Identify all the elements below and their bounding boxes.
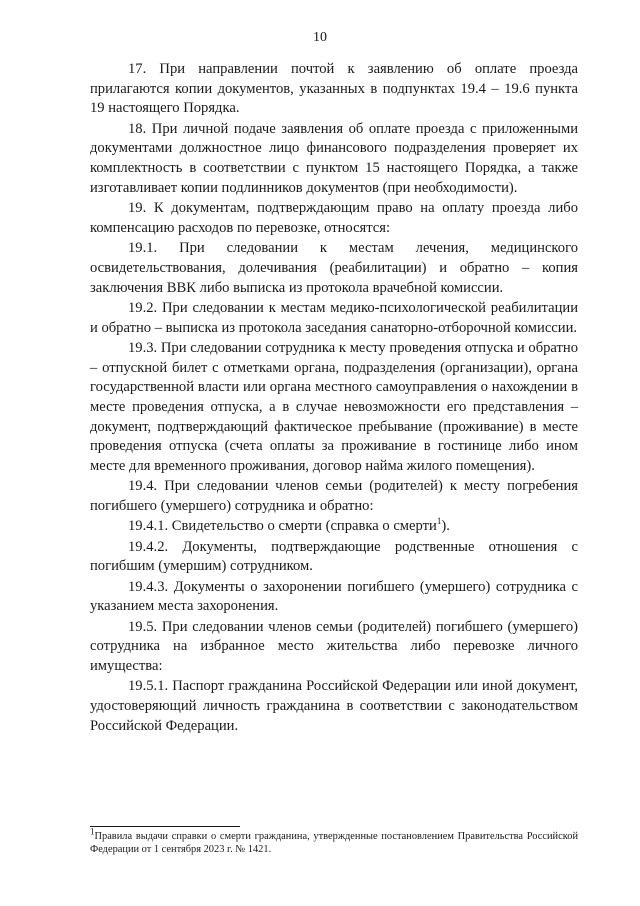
footnote-separator <box>90 826 240 827</box>
paragraph-19-4-1-text: 19.4.1. Свидетельство о смерти (справка о смерти <box>128 518 437 535</box>
paragraph-19-4-2: 19.4.2. Документы, подтверждающие родственные отношения с погибшим (умершим) сотрудником. <box>90 538 578 575</box>
paragraph-19-2: 19.2. При следовании к местам медико-психологической реабилитации и обратно – выписка из протокола заседания санаторно-отборочной комиссии. <box>90 299 578 336</box>
paragraph-19-4: 19.4. При следовании членов семьи (родителей) к месту погребения погибшего (умершего) сотрудника и обратно: <box>90 478 578 515</box>
footnote-marker: 1 <box>90 826 95 837</box>
paragraph-19: 19. К документам, подтверждающим право на оплату проезда либо компенсацию расходов по перевозке, относятся: <box>90 200 578 236</box>
footnote <box>90 826 578 856</box>
paragraph-19-4-1 <box>90 517 578 537</box>
paragraph-19-4-3: 19.4.3. Документы о захоронении погибшего (умершего) сотрудника с указанием места захоронения. <box>90 578 578 615</box>
footnote-text: Правила выдачи справки о смерти гражданина, утвержденные постановлением Правительства Российской Федерации от 1 сентября 2023 г. № 1421. <box>90 831 578 855</box>
page-number: 10 <box>313 30 327 45</box>
document-body <box>90 60 578 737</box>
paragraph-19-3: 19.3. При следовании сотрудника к месту проведения отпуска и обратно – отпускной билет с отметками органа, подразделения (организации), органа государственной власти или органа местного самоуправления о нахождении в месте проведения отпуска, а в случае невозможности его представления – документ, подтверждающий фактическое пребывание (проживание) в месте проведения отпуска (счета оплаты за проживание в гостинице либо ином месте для временного проживания, договор найма жилого помещения). <box>90 339 578 475</box>
paragraph-17: 17. При направлении почтой к заявлению об оплате проезда прилагаются копии документов, указанных в подпунктах 19.4 – 19.6 пункта 19 настоящего Порядка. <box>90 61 578 117</box>
paragraph-19-5-1: 19.5.1. Паспорт гражданина Российской Федерации или иной документ, удостоверяющий личность гражданина в соответствии с законодательством Российской Федерации. <box>90 678 578 734</box>
paragraph-19-1: 19.1. При следовании к местам лечения, медицинского освидетельствования, долечивания (реабилитации) и обратно – копия заключения ВВК либо выписка из протокола врачебной комиссии. <box>90 240 578 296</box>
footnote-reference: 1 <box>436 516 442 527</box>
paragraph-19-4-1-tail: ). <box>441 518 450 535</box>
paragraph-18: 18. При личной подаче заявления об оплате проезда с приложенными документами должностное лицо финансового подразделения проверяет их комплектность в соответствии с пунктом 15 настоящего Порядка, а также изготавливает копии подлинников документов (при необходимости). <box>90 120 578 196</box>
paragraph-19-5: 19.5. При следовании членов семьи (родителей) погибшего (умершего) сотрудника на избранное место жительства либо перевозке личного имущества: <box>90 618 578 675</box>
